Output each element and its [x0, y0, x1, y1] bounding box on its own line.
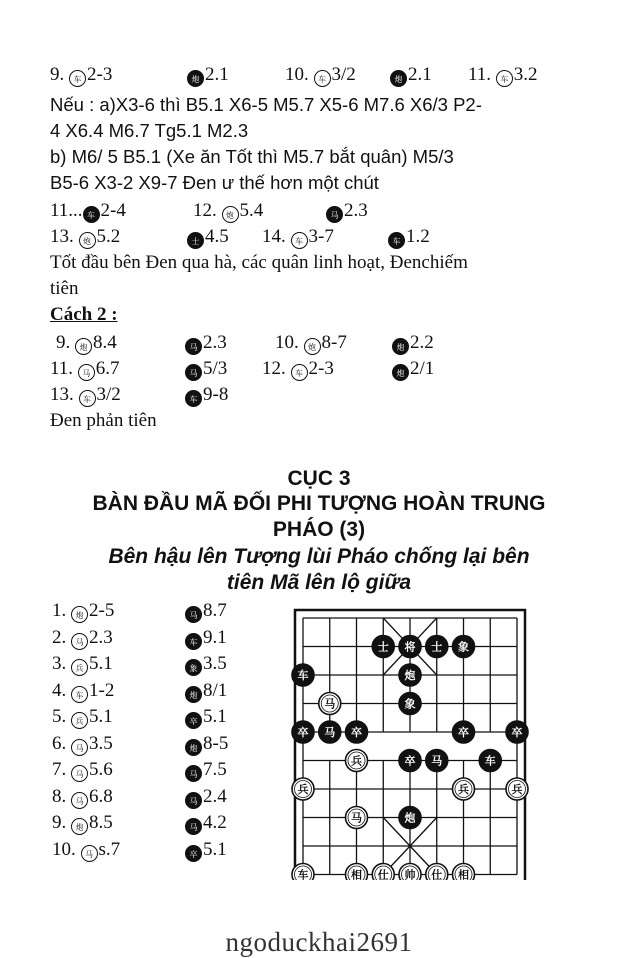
red-move — [52, 627, 113, 650]
move-entry: 炮 2/1 — [392, 358, 434, 381]
move-number: 1. — [52, 600, 67, 621]
black-move — [185, 812, 227, 835]
red-horse-icon: 马 — [71, 792, 88, 809]
piece-label: 马 — [324, 697, 336, 711]
move-notation: 8-5 — [203, 732, 229, 754]
move-notation: s.7 — [98, 838, 121, 860]
move-entry: 炮 2.1 — [187, 64, 229, 87]
red-horse-icon: 马 — [78, 364, 95, 381]
move-notation: 5.1 — [203, 838, 227, 860]
black-move — [185, 786, 227, 809]
red-cannon-icon: 炮 — [222, 206, 239, 223]
red-cannon-icon: 炮 — [79, 232, 96, 249]
xiangqi-board — [286, 604, 536, 880]
piece-label: 兵 — [458, 783, 469, 796]
move-notation: 9.1 — [203, 626, 227, 648]
black-move — [185, 759, 227, 782]
move-entry: 11... 车 2-4 — [50, 200, 126, 221]
red-horse-icon: 马 — [71, 765, 88, 782]
piece-label: 士 — [377, 640, 389, 654]
red-move — [52, 706, 113, 729]
move-entry: 12. 炮 5.4 — [193, 200, 264, 221]
move-notation: 8.7 — [203, 600, 227, 621]
red-horse-icon: 马 — [81, 845, 98, 862]
piece-label: 车 — [297, 868, 309, 880]
watermark: ngoduckhai2691 — [225, 927, 413, 957]
red-horse-icon: 马 — [71, 633, 88, 650]
black-chariot-icon: 车 — [185, 633, 202, 650]
piece-label: 象 — [404, 697, 416, 711]
red-cannon-icon: 炮 — [75, 338, 92, 355]
move-entry: 10. 车 3/2 — [285, 64, 356, 85]
move-entry: 12. 车 2-3 — [262, 358, 334, 379]
move-entry: 11. 马 6.7 — [50, 358, 120, 379]
black-cannon-icon: 炮 — [187, 70, 204, 87]
piece-label: 马 — [351, 811, 362, 825]
note-line: Đen phản tiên — [50, 410, 157, 431]
black-move — [185, 653, 227, 676]
black-horse-icon: 马 — [185, 792, 202, 809]
red-soldier-icon: 兵 — [71, 659, 88, 676]
piece-label: 相 — [458, 868, 469, 880]
red-move — [52, 653, 113, 676]
piece-label: 卒 — [351, 726, 362, 739]
chapter-subtitle: Bên hậu lên Tượng lùi Pháo chống lại bên — [108, 545, 530, 568]
red-chariot-icon: 车 — [79, 390, 96, 407]
black-horse-icon: 马 — [185, 765, 202, 782]
move-entry: 13. 炮 5.2 — [50, 226, 121, 247]
move-entry: 9. 车 2-3 — [50, 64, 113, 85]
move-notation: 8.5 — [89, 812, 113, 833]
move-number: 6. — [52, 732, 67, 754]
piece-label: 仕 — [431, 868, 443, 880]
piece-label: 兵 — [297, 783, 309, 796]
black-soldier-icon: 卒 — [185, 712, 202, 729]
black-chariot-icon: 车 — [185, 390, 202, 407]
move-number: 8. — [52, 785, 67, 807]
move-notation: 4.2 — [203, 812, 227, 833]
piece-label: 卒 — [458, 726, 469, 739]
piece-label: 帅 — [404, 868, 416, 880]
note-line: tiên — [50, 278, 79, 299]
black-chariot-icon: 车 — [83, 206, 100, 223]
chapter-title-cont: PHÁO (3) — [272, 518, 366, 541]
piece-label: 马 — [324, 726, 336, 739]
note-line: Tốt đầu bên Đen qua hà, các quân linh hoạt, Đenchiếm — [50, 252, 468, 273]
red-move — [52, 600, 114, 623]
piece-label: 卒 — [404, 754, 416, 768]
piece-label: 车 — [484, 754, 496, 768]
piece-label: 象 — [458, 640, 469, 654]
move-notation: 7.5 — [203, 759, 227, 780]
red-chariot-icon: 车 — [496, 70, 513, 87]
move-notation: 6.8 — [89, 785, 113, 807]
note-line: B5-6 X3-2 X9-7 Đen ư thế hơn một chút — [50, 172, 379, 193]
move-notation: 5.1 — [89, 706, 113, 727]
black-move — [185, 627, 227, 650]
move-notation: 2-5 — [89, 600, 115, 621]
move-notation: 5.1 — [89, 653, 113, 674]
note-line: Nếu : a)X3-6 thì B5.1 X6-5 M5.7 X5-6 M7.6 X6/3 P2- — [50, 94, 482, 115]
piece-label: 兵 — [351, 754, 362, 768]
black-chariot-icon: 车 — [388, 232, 405, 249]
black-horse-icon: 马 — [185, 606, 202, 623]
move-entry: 14. 车 3-7 — [262, 226, 334, 247]
red-chariot-icon: 车 — [314, 70, 331, 87]
black-soldier-icon: 卒 — [185, 845, 202, 862]
red-chariot-icon: 车 — [291, 364, 308, 381]
red-horse-icon: 马 — [71, 739, 88, 756]
move-notation: 2.4 — [203, 785, 227, 807]
red-move — [52, 759, 113, 782]
move-number: 7. — [52, 759, 67, 780]
chapter-number: CỤC 3 — [287, 467, 351, 490]
piece-label: 兵 — [511, 783, 523, 796]
move-notation: 5.1 — [203, 706, 227, 727]
move-number: 10. — [52, 838, 76, 860]
red-cannon-icon: 炮 — [71, 818, 88, 835]
black-advisor-icon: 士 — [187, 232, 204, 249]
red-chariot-icon: 车 — [71, 686, 88, 703]
chapter-subtitle-cont: tiên Mã lên lộ giữa — [226, 571, 412, 594]
piece-label: 马 — [431, 754, 443, 768]
chapter-title: BÀN ĐẦU MÃ ĐỐI PHI TƯỢNG HOÀN TRUNG — [92, 492, 546, 515]
move-notation: 2.3 — [89, 626, 113, 648]
note-line: 4 X6.4 M6.7 Tg5.1 M2.3 — [50, 120, 249, 141]
red-move — [52, 733, 113, 756]
move-number: 5. — [52, 706, 67, 727]
move-notation: 1-2 — [89, 679, 115, 701]
piece-label: 仕 — [377, 868, 389, 880]
red-move — [52, 786, 113, 809]
piece-label: 车 — [297, 669, 309, 682]
move-entry: 9. 炮 8.4 — [56, 332, 117, 353]
note-line: b) M6/ 5 B5.1 (Xe ăn Tốt thì M5.7 bắt quân) M5/3 — [50, 146, 454, 167]
move-notation: 8/1 — [203, 679, 228, 701]
move-entry: 车 1.2 — [388, 226, 430, 249]
move-number: 4. — [52, 679, 67, 701]
red-move — [52, 680, 114, 703]
black-move — [185, 733, 228, 756]
piece-label: 相 — [351, 868, 362, 880]
move-number: 3. — [52, 653, 67, 674]
black-horse-icon: 马 — [326, 206, 343, 223]
red-chariot-icon: 车 — [291, 232, 308, 249]
black-move — [185, 839, 227, 862]
piece-label: 炮 — [404, 811, 416, 825]
black-horse-icon: 马 — [185, 818, 202, 835]
black-cannon-icon: 炮 — [392, 338, 409, 355]
move-number: 2. — [52, 626, 67, 648]
move-entry: 马 5/3 — [185, 358, 227, 381]
black-cannon-icon: 炮 — [390, 70, 407, 87]
black-horse-icon: 马 — [185, 338, 202, 355]
piece-label: 卒 — [297, 726, 309, 739]
move-entry: 马 2.3 — [185, 332, 227, 355]
move-entry: 10. 炮 8-7 — [275, 332, 347, 353]
black-move — [185, 680, 227, 703]
section-heading: Cách 2 : — [50, 304, 118, 325]
move-entry: 士 4.5 — [187, 226, 229, 249]
black-move — [185, 600, 227, 623]
move-number: 9. — [52, 812, 67, 833]
black-horse-icon: 马 — [185, 364, 202, 381]
move-notation: 3.5 — [203, 653, 227, 674]
move-entry: 马 2.3 — [326, 200, 368, 223]
move-entry: 车 9-8 — [185, 384, 228, 407]
piece-label: 士 — [431, 640, 443, 654]
piece-label: 卒 — [511, 726, 523, 739]
red-cannon-icon: 炮 — [71, 606, 88, 623]
black-elephant-icon: 象 — [185, 659, 202, 676]
move-entry: 炮 2.1 — [390, 64, 432, 87]
move-notation: 5.6 — [89, 759, 113, 780]
move-notation: 3.5 — [89, 732, 113, 754]
move-entry: 11. 车 3.2 — [468, 64, 538, 85]
red-chariot-icon: 车 — [69, 70, 86, 87]
black-cannon-icon: 炮 — [185, 739, 202, 756]
black-cannon-icon: 炮 — [185, 686, 202, 703]
move-entry: 13. 车 3/2 — [50, 384, 121, 405]
move-entry: 炮 2.2 — [392, 332, 434, 355]
red-move — [52, 812, 113, 835]
black-move — [185, 706, 227, 729]
piece-label: 炮 — [404, 669, 416, 682]
red-cannon-icon: 炮 — [304, 338, 321, 355]
red-soldier-icon: 兵 — [71, 712, 88, 729]
black-cannon-icon: 炮 — [392, 364, 409, 381]
piece-label: 将 — [404, 640, 416, 654]
red-move — [52, 839, 120, 862]
